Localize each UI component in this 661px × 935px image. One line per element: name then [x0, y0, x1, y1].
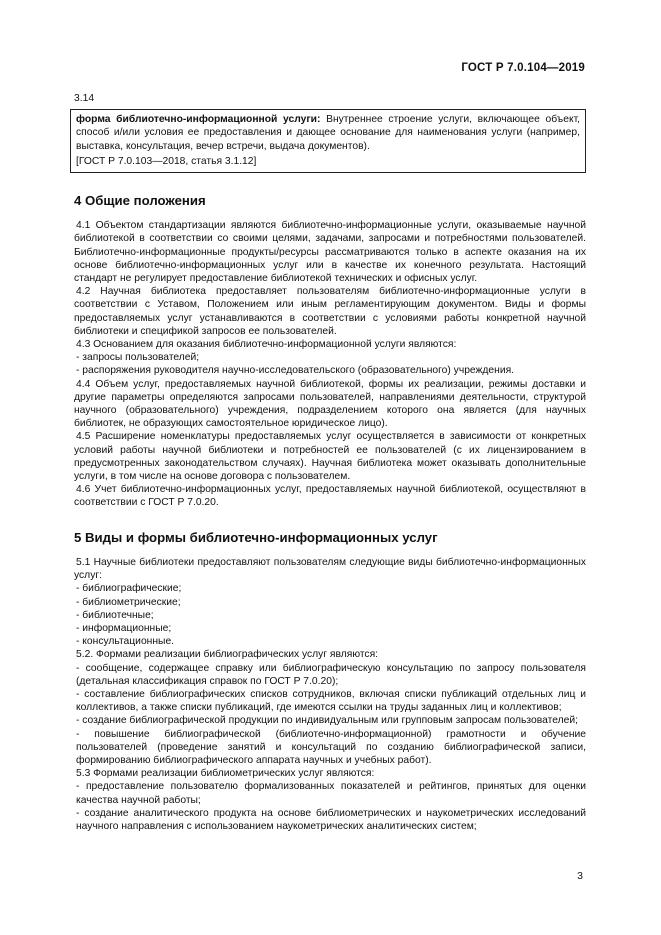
section-5-body	[74, 556, 586, 833]
section-4-body	[74, 219, 586, 509]
list-item: - распоряжения руководителя научно-исследовательского (образовательного) учреждения.	[76, 365, 515, 377]
list-item: - создание аналитического продукта на основе библиометрических и наукометрических исследований научного направления с использованием наукометрических аналитических систем;	[76, 807, 586, 832]
standard-header: ГОСТ Р 7.0.104—2019	[461, 62, 585, 74]
page-number: 3	[577, 870, 583, 882]
list-item: - предоставление пользователю формализованных показателей и рейтингов, принятых для оценки качества научной работы;	[76, 781, 586, 806]
list-item: - информационные;	[76, 622, 172, 634]
paragraph: 4.1 Объектом стандартизации являются библиотечно-информационные услуги, оказываемые научной библиотекой в соответствии со своими целями, задачами, запросами и потребностями пользователей. Библиотечно-информационные продукты/ресурсы рассматриваются только в аспекте оказания на их основе библиотечно-информационных услуг или в качестве их конечного результата. Настоящий стандарт не регулирует предоставление библиотекой технических и офисных услуг.	[74, 220, 586, 285]
term-definition	[76, 113, 580, 153]
list-item: - библиотечные;	[76, 609, 154, 621]
section-4-title: 4 Общие положения	[74, 193, 206, 209]
paragraph: 5.3 Формами реализации библиометрических услуг являются:	[76, 768, 375, 780]
list-item: - сообщение, содержащее справку или библиографическую консультацию по запросу пользователя (детальная классификация справок по ГОСТ Р 7.0.20);	[76, 662, 586, 687]
term-number: 3.14	[74, 93, 95, 104]
section-5-title: 5 Виды и формы библиотечно-информационных услуг	[74, 529, 438, 545]
list-item: - консультационные.	[76, 636, 175, 648]
paragraph: 5.2. Формами реализации библиографических услуг являются:	[76, 649, 379, 661]
list-item: - библиографические;	[76, 583, 182, 595]
paragraph: 4.6 Учет библиотечно-информационных услуг, предоставляемых научной библиотекой, осуществляют в соответствии с ГОСТ Р 7.0.20.	[74, 484, 586, 509]
term-definition-box	[70, 109, 586, 173]
list-item: - библиометрические;	[76, 596, 181, 608]
list-item: - запросы пользователей;	[76, 352, 200, 364]
paragraph: 4.2 Научная библиотека предоставляет пользователям библиотечно-информационные услуги в соответствии с Уставом, Положением или иным регламентирующим документом. Виды и формы предоставляемых услуг устанавливаются в соответствии с условиями работы конкретной научной библиотеки и спецификой запросов ее пользователей.	[74, 286, 586, 337]
paragraph: 5.1 Научные библиотеки предоставляют пользователям следующие виды библиотечно-информационных услуг:	[74, 556, 586, 582]
list-item: - повышение библиографической (библиотечно-информационной) грамотности и обучение пользователей (проведение занятий и консультаций по созданию библиографической записи, формированию библиографического аппарата научных и учебных работ).	[76, 728, 586, 766]
page-content	[74, 92, 586, 833]
paragraph: 4.5 Расширение номенклатуры предоставляемых услуг осуществляется в зависимости от конкретных условий работы научной библиотеки и потребностей ее пользователей (с их лицензированием в предусмотренных законодательством случаях). Научная библиотека может оказывать дополнительные услуги, в том числе на основе договора с пользователем.	[74, 431, 586, 483]
list-item: - создание библиографической продукции по индивидуальным или групповым запросам пользователей;	[76, 715, 578, 727]
term-source: [ГОСТ Р 7.0.103—2018, статья 3.1.12]	[76, 155, 257, 167]
term-definition-text: Внутреннее строение услуги, включающее объект, способ и/или условия ее предоставления и дающее основание для наименования услуги (например, выставка, консультация, вечер встречи, выдача документов).	[76, 114, 580, 152]
term-name: форма библиотечно-информационной услуги:	[76, 114, 321, 126]
paragraph: 4.4 Объем услуг, предоставляемых научной библиотекой, формы их реализации, режимы доставки и другие параметры определяются запросами пользователей, направлениями деятельности, структурой научного (образовательного) учреждения, подразделением которого она является (для научных библиотек, не образующих самостоятельное юридическое лицо).	[74, 378, 586, 430]
paragraph: 4.3 Основанием для оказания библиотечно-информационной услуги являются:	[76, 339, 457, 351]
list-item: - составление библиографических списков сотрудников, включая списки публикаций отдельных лиц и коллективов, а также списки публикаций, где имеются ссылки на труды заданных лиц и коллективов;	[76, 688, 586, 714]
